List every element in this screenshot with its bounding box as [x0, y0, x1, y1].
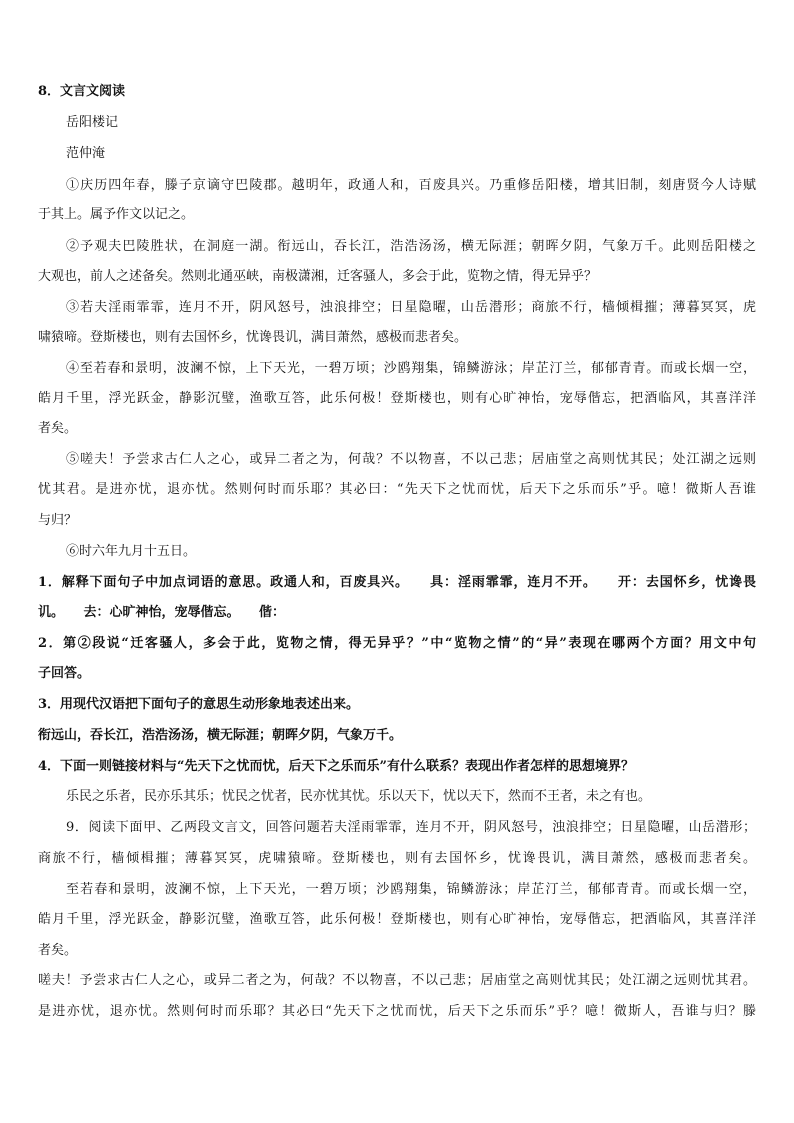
paragraph-4-line-2: 皓月千里，浮光跃金，静影沉璧，渔歌互答，此乐何极！登斯楼也，则有心旷神怡，宠辱偕忘，把酒临风，其喜洋洋: [38, 391, 756, 406]
question-9-line-3: 至若春和景明，波澜不惊，上下天光，一碧万顷；沙鸥翔集，锦鳞游泳；岸芷汀兰，郁郁青青。而或长烟一空，: [66, 882, 756, 897]
question-3-sentence: 衔远山，吞长江，浩浩汤汤，横无际涯；朝晖夕阴，气象万千。: [38, 728, 403, 743]
paragraph-1-line-2: 于其上。属予作文以记之。: [38, 207, 195, 222]
paragraph-6: ⑥时六年九月十五日。: [66, 544, 197, 559]
text-author: 范仲淹: [66, 146, 106, 161]
question-4: 4．下面一则链接材料与“先天下之忧而忧，后天下之乐而乐”有什么联系？表现出作者怎样的思想境界？: [38, 759, 635, 774]
paragraph-3-line-2: 啸猿啼。登斯楼也，则有去国怀乡，忧谗畏讥，满目萧然，感极而悲者矣。: [38, 330, 468, 345]
question-9-line-2: 商旅不行，樯倾楫摧；薄暮冥冥，虎啸猿啼。登斯楼也，则有去国怀乡，忧谗畏讥，满目萧然，感极而悲者矣。: [38, 851, 756, 866]
question-2-line-1: 2．第②段说“迁客骚人，多会于此，览物之情，得无异乎？”中“览物之情”的“异”表现在哪两个方面？用文中句: [38, 636, 756, 651]
paragraph-3-line-1: ③若夫淫雨霏霏，连月不开，阴风怒号，浊浪排空；日星隐曜，山岳潜形；商旅不行，樯倾楫摧；薄暮冥冥，虎: [66, 300, 756, 315]
paragraph-5-line-3: 与归？: [38, 513, 78, 528]
question-1-line-2: 讥。 去：心旷神怡，宠辱偕忘。 偕：: [38, 605, 286, 620]
paragraph-4-line-3: 者矣。: [38, 421, 78, 436]
question-1-line-1: 1．解释下面句子中加点词语的意思。政通人和，百废具兴。 具：淫雨霏霏，连月不开。 开：去国怀乡，忧谗畏: [38, 575, 756, 590]
question-9-line-6: 嗟夫！予尝求古仁人之心，或异二者之为，何哉？不以物喜，不以己悲；居庙堂之高则忧其民；处江湖之远则忧其君。: [38, 973, 756, 988]
paragraph-4-line-1: ④至若春和景明，波澜不惊，上下天光，一碧万顷；沙鸥翔集，锦鳞游泳；岸芷汀兰，郁郁青青。而或长烟一空，: [66, 361, 756, 376]
question-9-line-1: 9．阅读下面甲、乙两段文言文，回答问题若夫淫雨霏霏，连月不开，阴风怒号，浊浪排空；日星隐曜，山岳潜形；: [66, 820, 756, 835]
question-2-line-2: 子回答。: [38, 666, 91, 681]
question-3: 3．用现代汉语把下面句子的意思生动形象地表述出来。: [38, 697, 360, 712]
paragraph-2-line-1: ②予观夫巴陵胜状，在洞庭一湖。衔远山，吞长江，浩浩汤汤，横无际涯；朝晖夕阴，气象万千。此则岳阳楼之: [66, 239, 756, 254]
paragraph-5-line-1: ⑤嗟夫！予尝求古仁人之心，或异二者之为，何哉？不以物喜，不以己悲；居庙堂之高则忧其民；处江湖之远则: [66, 452, 756, 467]
question-4-material: 乐民之乐者，民亦乐其乐；忧民之忧者，民亦忧其忧。乐以天下，忧以天下，然而不王者，未之有也。: [66, 789, 652, 804]
text-title: 岳阳楼记: [66, 115, 119, 130]
question-9-line-7: 是进亦忧，退亦忧。然则何时而乐耶？其必曰“先天下之忧而忧，后天下之乐而乐”乎？噫！微斯人，吾谁与归？滕: [38, 1004, 756, 1019]
section-heading: 8．文言文阅读: [38, 84, 126, 99]
question-9-line-4: 皓月千里，浮光跃金，静影沉璧，渔歌互答，此乐何极！登斯楼也，则有心旷神怡，宠辱偕忘，把酒临风，其喜洋洋: [38, 912, 756, 927]
paragraph-1-line-1: ①庆历四年春，滕子京谪守巴陵郡。越明年，政通人和，百废具兴。乃重修岳阳楼，增其旧制，刻唐贤今人诗赋: [66, 178, 756, 193]
question-9-line-5: 者矣。: [38, 943, 78, 958]
paragraph-5-line-2: 忧其君。是进亦忧，退亦忧。然则何时而乐耶？其必曰：“先天下之忧而忧，后天下之乐而乐”乎。噫！微斯人吾谁: [38, 482, 756, 497]
paragraph-2-line-2: 大观也，前人之述备矣。然则北通巫峡，南极潇湘，迁客骚人，多会于此，览物之情，得无异乎？: [38, 269, 598, 284]
